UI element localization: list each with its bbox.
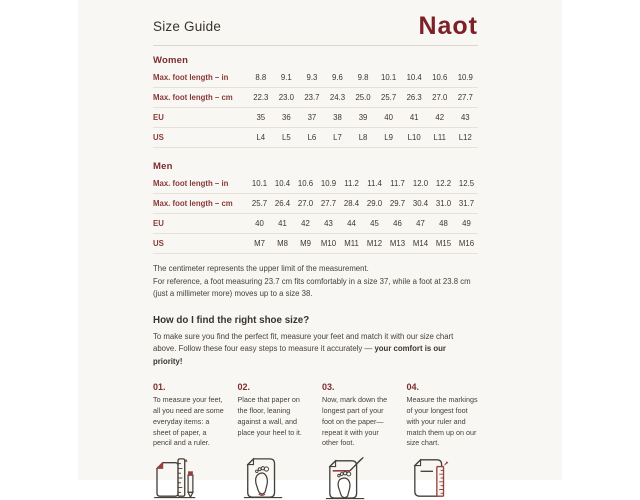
size-value-cell: 26.3	[406, 93, 422, 102]
header	[153, 11, 478, 41]
size-value-cell: 25.7	[381, 93, 397, 102]
size-value-cell: 40	[255, 219, 264, 228]
size-value-cell: 41	[278, 219, 287, 228]
size-value-cell: M15	[435, 239, 452, 248]
step-2	[238, 382, 310, 449]
size-value-cell: 29.7	[389, 199, 406, 208]
step-4	[407, 382, 479, 449]
size-value-cell: 27.7	[457, 93, 473, 102]
step-text: Place that paper on the floor, leaning against a wall, and place your heel to it.	[237, 395, 302, 437]
note-line: The centimeter represents the upper limit of the measurement.	[153, 264, 369, 273]
step-text: To measure your feet, all you need are some everyday items: a sheet of paper, a pencil and a ruler.	[153, 395, 224, 448]
size-value-cell: 28.4	[343, 199, 360, 208]
size-value-cell: 39	[358, 113, 368, 122]
note-line: (just a millimeter more) moves up to a size 38.	[153, 289, 313, 299]
size-value-cell: 10.6	[297, 179, 314, 188]
size-value-cell: 8.8	[255, 73, 267, 82]
steps-list	[153, 382, 478, 449]
size-value-cell: M12	[366, 239, 383, 248]
size-value-cell: M16	[458, 239, 475, 248]
women-section-label: Women	[153, 55, 189, 66]
size-row-label: US	[153, 239, 164, 248]
page-title: Size Guide	[153, 18, 222, 34]
size-value-cell: 31.0	[435, 199, 452, 208]
size-value-cell: L9	[384, 133, 393, 142]
size-value-cell: 43	[460, 113, 470, 122]
guide-intro-text: To make sure you find the perfect fit, measure your feet and match it with our size chart above. Follow these four easy steps to measure it accurately —	[153, 331, 454, 354]
size-value-cell: M13	[389, 239, 406, 248]
size-table-row	[153, 108, 478, 128]
paper-ruler-pencil-icon	[153, 456, 225, 500]
size-value-cell: 46	[393, 219, 402, 228]
size-value-cell: 12.2	[435, 179, 452, 188]
size-table-row	[153, 194, 478, 214]
size-value-cell: L8	[358, 133, 368, 142]
step-number: 01.	[153, 382, 166, 393]
size-value-cell: 10.4	[274, 179, 291, 188]
size-value-cell: M14	[412, 239, 429, 248]
size-table-row	[153, 174, 478, 194]
step-3	[322, 382, 394, 449]
step-number: 02.	[237, 382, 251, 393]
size-value-cell: 26.4	[274, 199, 291, 208]
size-value-cell: 37	[307, 113, 317, 122]
size-value-cell: L7	[333, 133, 342, 142]
size-value-cell: M7	[254, 239, 265, 248]
size-value-cell: 9.6	[332, 73, 343, 82]
size-value-cell: 10.9	[457, 73, 473, 82]
size-value-cell: L6	[307, 133, 317, 142]
size-guide-content	[78, 0, 562, 480]
size-value-cell: 11.2	[344, 179, 359, 188]
paper-heel-wall-icon	[238, 456, 310, 500]
size-row-label: Max. foot length – in	[153, 179, 229, 188]
size-value-cell: 10.1	[381, 73, 397, 82]
size-value-cell: 9.8	[357, 73, 369, 82]
size-value-cell: 25.7	[251, 199, 268, 208]
size-value-cell: 27.0	[432, 93, 448, 102]
size-value-cell: 25.0	[355, 93, 371, 102]
size-value-cell: 23.0	[278, 93, 294, 102]
measurement-notes	[153, 263, 478, 301]
size-value-cell: 9.3	[306, 73, 318, 82]
step-text: Now, mark down the longest part of your foot on the paper—repeat it with your other foot.	[322, 395, 388, 448]
size-value-cell: 38	[333, 113, 342, 122]
guide-intro	[153, 331, 473, 368]
size-value-cell: 31.7	[458, 199, 475, 208]
step-text: Measure the markings of your longest foot with your ruler and match them up on our size chart.	[406, 395, 478, 448]
step-icons	[153, 456, 478, 500]
size-row-label: EU	[153, 113, 164, 122]
size-value-cell: M11	[344, 239, 359, 248]
header-divider	[153, 45, 478, 46]
size-value-cell: 47	[416, 219, 425, 228]
size-table-row	[153, 214, 478, 234]
guide-intro-emphasis: your comfort is our priority!	[153, 344, 446, 366]
size-value-cell: 22.3	[253, 93, 269, 102]
size-value-cell: 10.4	[406, 73, 422, 82]
size-value-cell: L11	[433, 133, 446, 142]
size-row-label: Max. foot length – cm	[153, 199, 233, 208]
size-value-cell: 44	[347, 219, 356, 228]
size-value-cell: L4	[256, 133, 266, 142]
step-number: 04.	[406, 382, 420, 393]
men-section-label: Men	[153, 161, 173, 172]
size-row-label: US	[153, 133, 164, 142]
size-value-cell: 27.7	[320, 199, 337, 208]
note-line: For reference, a foot measuring 23.7 cm fits comfortably in a size 37, while a foot at 23.8 cm	[153, 276, 471, 286]
size-table-row	[153, 68, 478, 88]
size-row-label: Max. foot length – cm	[153, 93, 233, 102]
size-value-cell: 36	[282, 113, 291, 122]
size-value-cell: 11.7	[390, 179, 405, 188]
size-value-cell: 43	[324, 219, 333, 228]
size-row-label: EU	[153, 219, 164, 228]
naot-brand-logo: Naot	[418, 11, 478, 40]
size-value-cell: M9	[300, 239, 311, 248]
size-value-cell: 10.6	[432, 73, 448, 82]
size-value-cell: L10	[407, 133, 421, 142]
size-value-cell: 24.3	[329, 93, 346, 102]
size-value-cell: 40	[384, 113, 393, 122]
guide-heading: How do I find the right shoe size?	[153, 314, 310, 326]
size-value-cell: 10.9	[320, 179, 337, 188]
size-value-cell: 49	[462, 219, 471, 228]
paper-foot-mark-pencil-icon	[322, 456, 394, 500]
size-value-cell: 9.1	[280, 73, 292, 82]
size-value-cell: 41	[409, 113, 419, 122]
size-value-cell: 35	[256, 113, 266, 122]
size-value-cell: 11.4	[367, 179, 382, 188]
size-value-cell: 42	[435, 113, 445, 122]
size-table-row	[153, 234, 478, 254]
size-value-cell: 48	[439, 219, 448, 228]
women-size-table	[153, 68, 478, 148]
size-value-cell: 42	[301, 219, 310, 228]
size-table-row	[153, 88, 478, 108]
size-value-cell: M8	[277, 239, 288, 248]
size-value-cell: 12.0	[412, 179, 429, 188]
step-number: 03.	[322, 382, 335, 393]
size-value-cell: L12	[458, 133, 472, 142]
size-value-cell: 30.4	[412, 199, 429, 208]
size-value-cell: 12.5	[458, 179, 475, 188]
size-value-cell: 10.1	[251, 179, 268, 188]
paper-measure-ruler-icon	[407, 456, 479, 500]
size-value-cell: 29.0	[366, 199, 383, 208]
men-size-table	[153, 174, 478, 254]
size-row-label: Max. foot length – in	[153, 73, 229, 82]
size-value-cell: 27.0	[297, 199, 314, 208]
size-value-cell: 23.7	[304, 93, 320, 102]
step-1	[153, 382, 225, 449]
size-value-cell: L5	[282, 133, 291, 142]
size-guide-panel	[78, 0, 562, 480]
size-table-row	[153, 128, 478, 148]
size-value-cell: M10	[320, 239, 337, 248]
size-value-cell: 45	[370, 219, 379, 228]
